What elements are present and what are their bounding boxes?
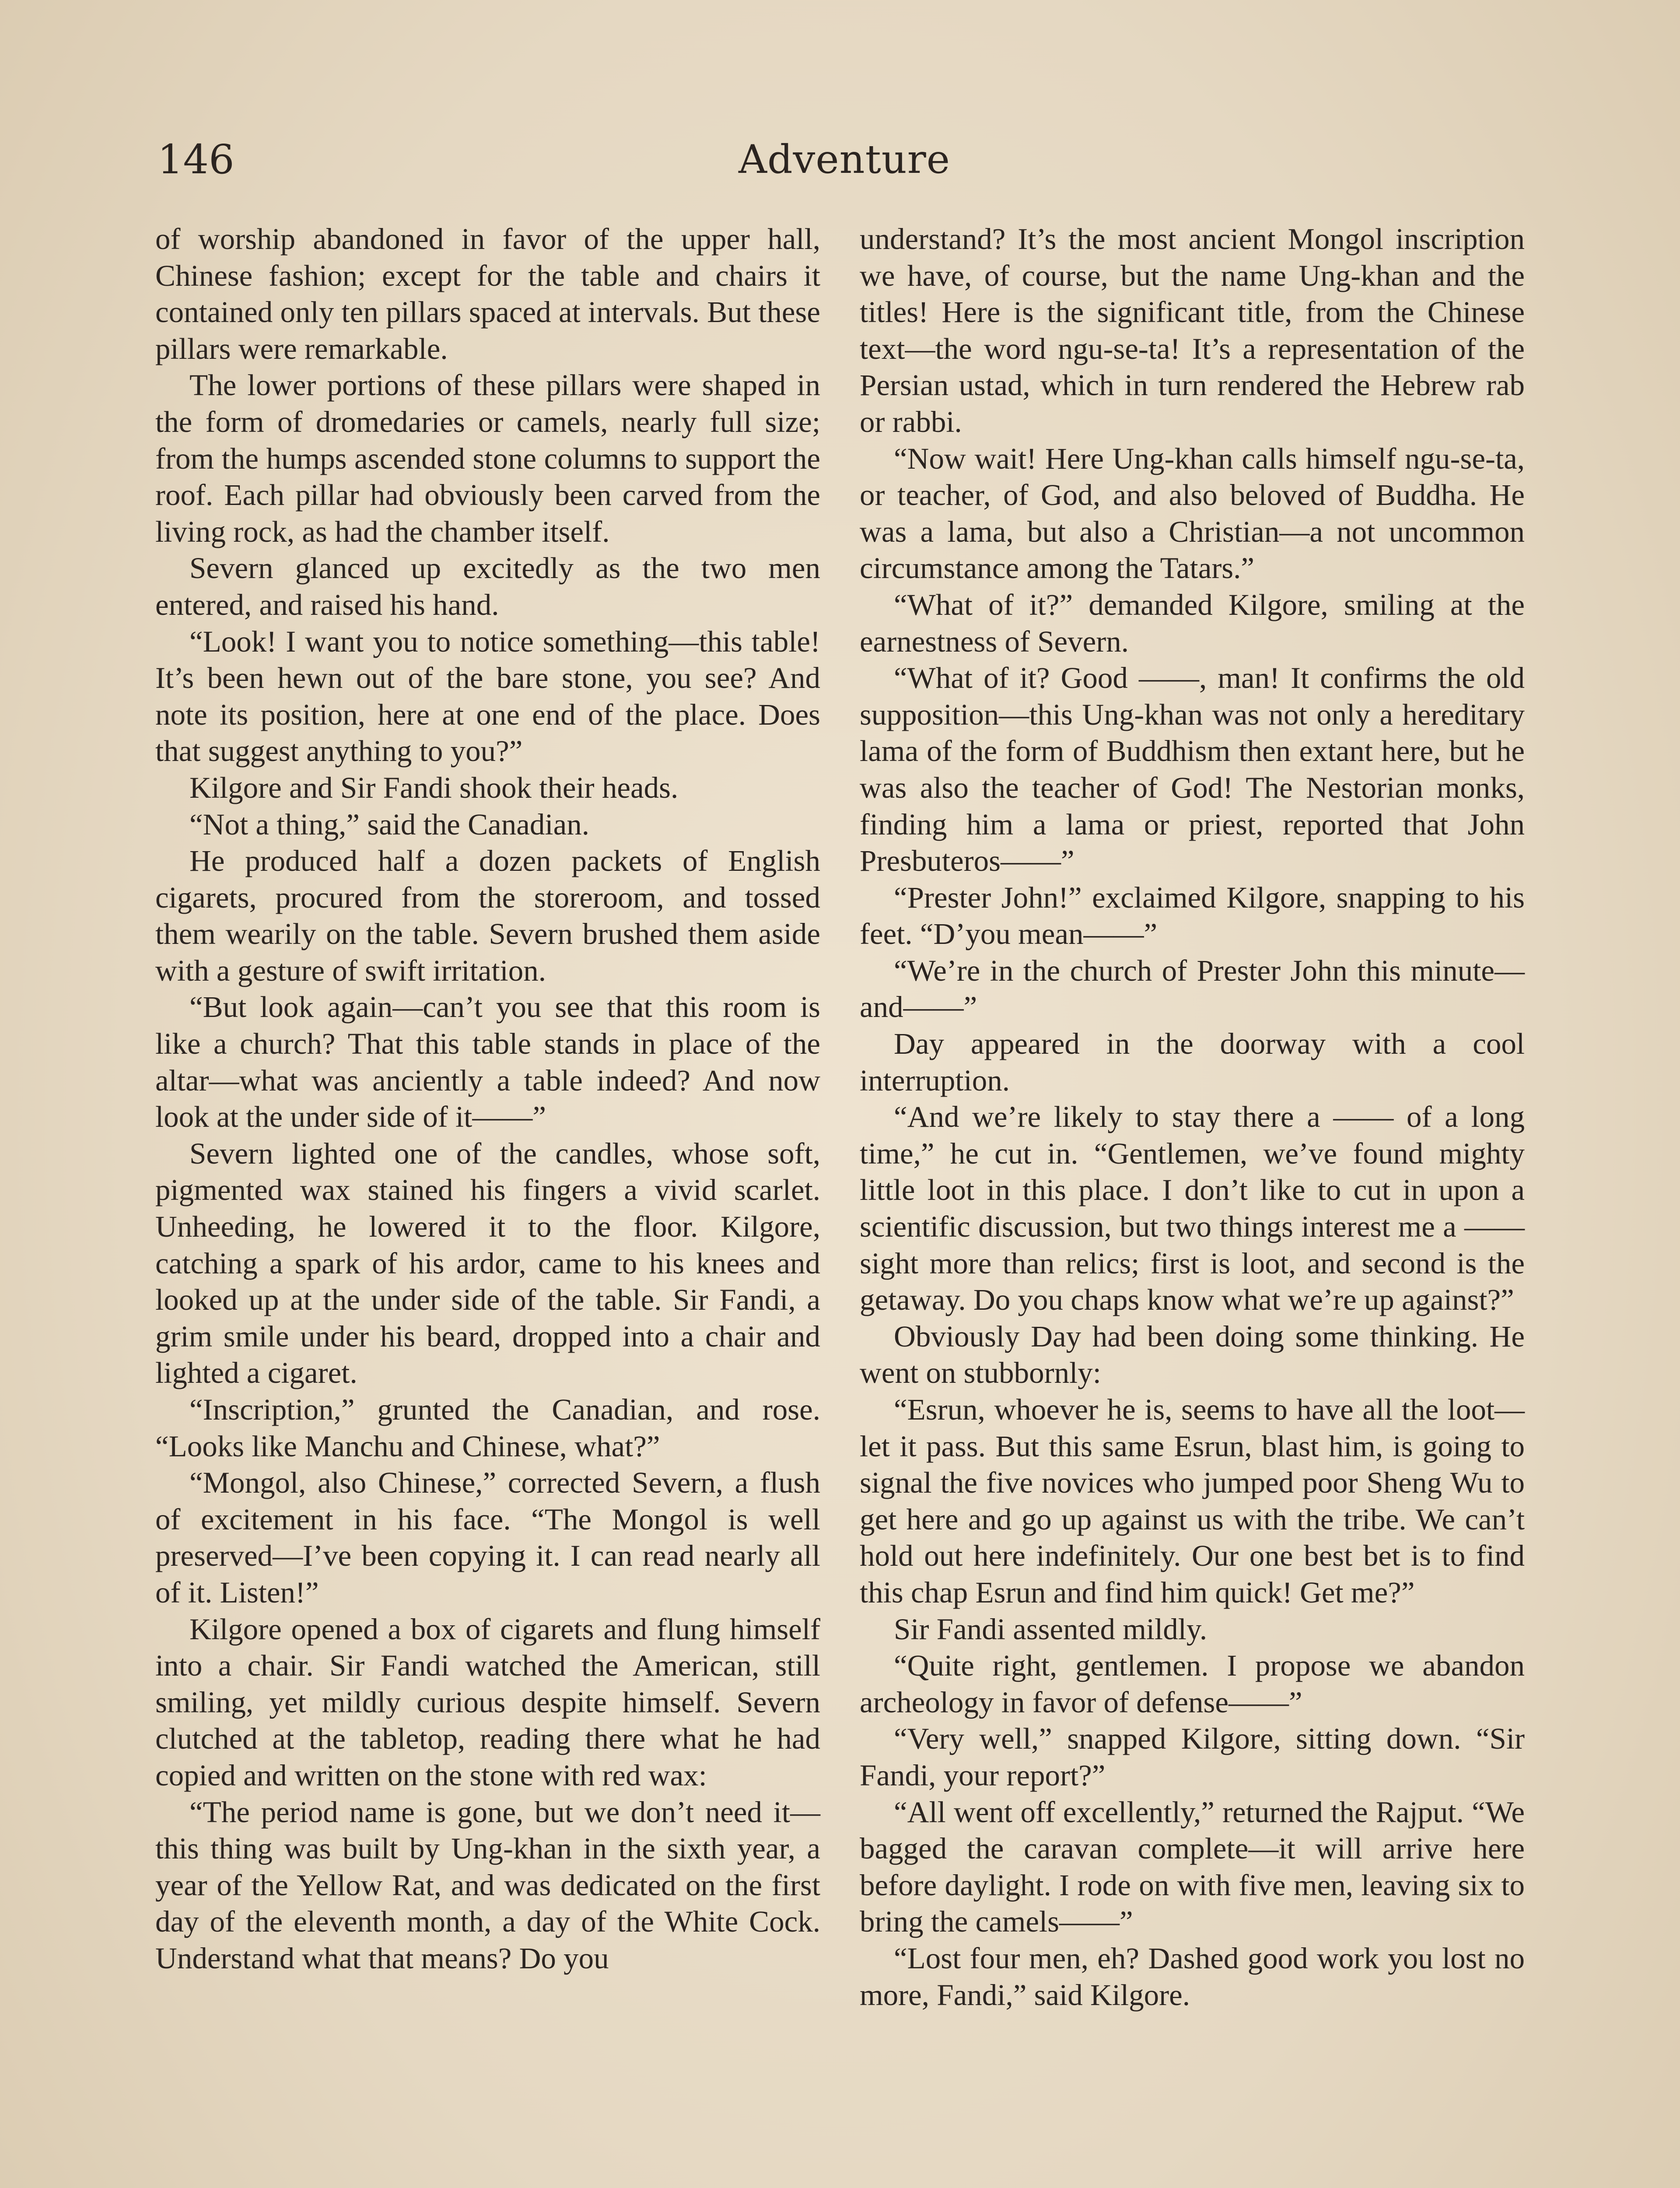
paragraph: “Very well,” snapped Kilgore, sitting down. “Sir Fandi, your report?”	[860, 1722, 1525, 1792]
paragraph: Kilgore and Sir Fandi shook their heads.	[189, 771, 679, 804]
paragraph: Kilgore opened a box of cigarets and flung himself into a chair. Sir Fandi watched the American, still smiling, yet mildly curious despite himself. Severn clutched at the tabletop, reading there what he had copied and written on the stone with red wax:	[155, 1612, 820, 1792]
paragraph: Severn glanced up excitedly as the two men entered, and raised his hand.	[155, 551, 820, 621]
paragraph: “Mongol, also Chinese,” corrected Severn, a flush of excitement in his face. “The Mongol is well preserved—I’ve been copying it. I can read nearly all of it. Listen!”	[155, 1466, 820, 1609]
paragraph: “But look again—can’t you see that this room is like a church? That this table stands in place of the altar—what was anciently a table indeed? And now look at the under side of it——”	[155, 990, 820, 1134]
page-number: 146	[158, 136, 234, 183]
paragraph: “Now wait! Here Ung-khan calls himself ngu-se-ta, or teacher, of God, and also beloved of Buddha. He was a lama, but also a Christian—a not uncommon circumstance among the Tatars.”	[860, 442, 1525, 585]
paragraph: “We’re in the church of Prester John this minute—and——”	[860, 954, 1525, 1024]
paragraph: of worship abandoned in favor of the upper hall, Chinese fashion; except for the table and chairs it contained only ten pillars spaced at intervals. But these pillars were remarkable.	[155, 222, 820, 365]
page-header	[158, 131, 1531, 188]
paragraph: “What of it? Good ——, man! It confirms the old supposition—this Ung-khan was not only a hereditary lama of the form of Buddhism then extant here, but he was also the teacher of God! The Nestorian monks, finding him a lama or priest, reported that John Presbuteros——”	[860, 661, 1525, 878]
paragraph: “Quite right, gentlemen. I propose we abandon archeology in favor of defense——”	[860, 1649, 1525, 1719]
paragraph: He produced half a dozen packets of English cigarets, procured from the storeroom, and tossed them wearily on the table. Severn brushed them aside with a gesture of swift irritation.	[155, 844, 820, 987]
paragraph: “And we’re likely to stay there a —— of a long time,” he cut in. “Gentlemen, we’ve found mighty little loot in this place. I don’t like to cut in upon a scientific discussion, but two things interest me a —— sight more than relics; first is loot, and second is the getaway. Do you chaps know what we’re up against?”	[860, 1100, 1525, 1317]
paragraph: Day appeared in the doorway with a cool interruption.	[860, 1027, 1525, 1097]
paragraph: “Lost four men, eh? Dashed good work you lost no more, Fandi,” said Kilgore.	[860, 1941, 1525, 2012]
paragraph: “What of it?” demanded Kilgore, smiling at the earnestness of Severn.	[860, 588, 1525, 658]
paragraph: understand? It’s the most ancient Mongol inscription we have, of course, but the name Ung-khan and the titles! Here is the significant title, from the Chinese text—the word ngu-se-ta! It’s a representation of the Persian ustad, which in turn rendered the Hebrew rab or rabbi.	[860, 222, 1525, 438]
paragraph: The lower portions of these pillars were shaped in the form of dromedaries or camels, nearly full size; from the humps ascended stone columns to support the roof. Each pillar had obviously been carved from the living rock, as had the chamber itself.	[155, 368, 820, 548]
right-column	[860, 221, 1525, 2013]
left-column	[155, 221, 820, 1977]
paragraph: “Inscription,” grunted the Canadian, and rose. “Looks like Manchu and Chinese, what?”	[155, 1393, 820, 1463]
paragraph: “Not a thing,” said the Canadian.	[189, 807, 589, 841]
paragraph: Severn lighted one of the candles, whose soft, pigmented wax stained his fingers a vivid scarlet. Unheeding, he lowered it to the floor. Kilgore, catching a spark of his ardor, came to his knees and looked up at the under side of the table. Sir Fandi, a grim smile under his beard, dropped into a chair and lighted a cigaret.	[155, 1136, 820, 1390]
paragraph: Sir Fandi assented mildly.	[894, 1612, 1208, 1646]
paragraph: “Prester John!” exclaimed Kilgore, snapping to his feet. “D’you mean——”	[860, 880, 1525, 951]
paragraph: Obviously Day had been doing some thinking. He went on stubbornly:	[860, 1319, 1525, 1390]
paragraph: “Esrun, whoever he is, seems to have all the loot—let it pass. But this same Esrun, blast him, is going to signal the five novices who jumped poor Sheng Wu to get here and go up against us with the tribe. We can’t hold out here indefinitely. Our one best bet is to find this chap Esrun and find him quick! Get me?”	[860, 1393, 1525, 1609]
paragraph: “The period name is gone, but we don’t need it—this thing was built by Ung-khan in the sixth year, a year of the Yellow Rat, and was dedicated on the first day of the eleventh month, a day of the White Cock. Understand what that means? Do you	[155, 1795, 820, 1975]
paragraph: “All went off excellently,” returned the Rajput. “We bagged the caravan complete—it will arrive here before daylight. I rode on with five men, leaving six to bring the camels——”	[860, 1795, 1525, 1939]
running-title: Adventure	[738, 137, 951, 182]
paragraph: “Look! I want you to notice something—this table! It’s been hewn out of the bare stone, you see? And note its position, here at one end of the place. Does that suggest anything to you?”	[155, 624, 820, 768]
